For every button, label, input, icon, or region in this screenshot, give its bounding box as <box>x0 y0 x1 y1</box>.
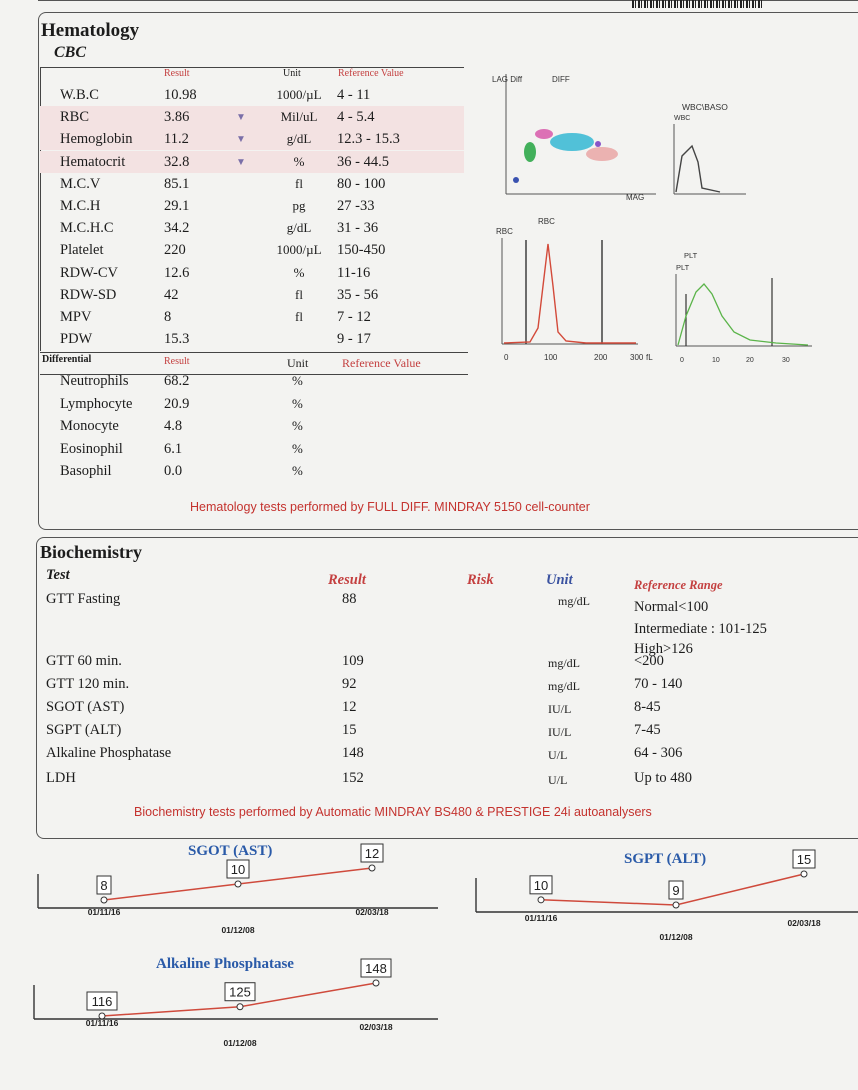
trend-point <box>801 871 807 877</box>
diff-label: DIFF <box>552 75 570 84</box>
cbc-reference: 80 - 100 <box>337 175 386 192</box>
cbc-unit: Mil/uL <box>280 109 318 125</box>
wbc-baso-label: WBC\BASO <box>682 102 728 112</box>
cbc-reference: 150-450 <box>337 242 386 259</box>
cbc-result: 12.6 <box>164 264 190 281</box>
cbc-test-name: Hemoglobin <box>60 131 133 148</box>
bio-header-unit: Unit <box>546 572 573 588</box>
cbc-test-name: RBC <box>60 109 90 126</box>
plt-title: PLT <box>684 251 698 260</box>
cbc-label: CBC <box>54 44 87 61</box>
plt-tick: 10 <box>712 357 720 364</box>
cbc-unit: g/dL <box>286 220 312 236</box>
rbc-fl-label: fL <box>646 353 653 362</box>
cbc-low-flag: ▼ <box>236 134 246 146</box>
bio-ref-normal: Normal<100 <box>634 599 709 615</box>
bio-header-risk: Risk <box>467 572 494 588</box>
diff-unit: % <box>292 418 303 433</box>
cbc-unit: % <box>293 153 305 169</box>
trend-point <box>101 897 107 903</box>
plt-tick: 30 <box>782 357 790 364</box>
diff-test-name: Neutrophils <box>60 373 129 389</box>
cbc-unit: fl <box>295 286 303 302</box>
plt-tick: 0 <box>680 357 684 364</box>
cbc-unit: fl <box>295 309 303 324</box>
cbc-reference: 27 -33 <box>337 198 375 214</box>
bio-unit: U/L <box>548 773 568 787</box>
cbc-reference: 4 - 5.4 <box>337 109 375 126</box>
bio-unit: U/L <box>548 748 568 762</box>
cbc-unit: 1000/µL <box>276 242 322 258</box>
cbc-reference: 31 - 36 <box>337 220 379 237</box>
cbc-test-name: Hematocrit <box>60 153 126 170</box>
bio-reference: 8-45 <box>634 699 661 715</box>
bio-unit: mg/dL <box>558 594 590 608</box>
trend-point <box>373 980 379 986</box>
bio-test-name: GTT 60 min. <box>46 653 122 669</box>
cbc-result: 10.98 <box>164 87 197 103</box>
trend-value-label: 9 <box>672 883 680 898</box>
bio-header-result: Result <box>328 572 366 588</box>
cbc-test-name: RDW-CV <box>60 264 118 281</box>
trend-point <box>235 881 241 887</box>
trend-value-label: 8 <box>100 878 108 893</box>
bio-result: 148 <box>342 745 364 761</box>
bio-test-name: GTT 120 min. <box>46 676 130 692</box>
diff-header-unit: Unit <box>287 356 309 370</box>
trend-value-label: 15 <box>796 852 812 867</box>
cbc-test-name: W.B.C <box>60 87 99 103</box>
diff-unit: % <box>292 440 303 456</box>
plt-tick: 20 <box>746 357 754 364</box>
cbc-test-name: M.C.V <box>60 175 101 192</box>
trend-value-label: 12 <box>364 846 380 861</box>
cbc-reference: 35 - 56 <box>337 286 379 303</box>
hematology-note: Hematology tests performed by FULL DIFF. MINDRAY 5150 cell-counter <box>190 500 590 514</box>
bio-ref-intermediate: Intermediate : 101-125 <box>634 621 767 637</box>
cbc-result: 11.2 <box>164 131 189 148</box>
trend-date-label: 01/11/16 <box>524 913 558 923</box>
trend-value-label: 10 <box>533 877 549 893</box>
cbc-unit: pg <box>292 198 306 213</box>
rbc-tick: 200 <box>594 353 608 362</box>
bio-result: 15 <box>342 722 357 738</box>
bio-header-ref: Reference Range <box>634 578 723 592</box>
plt-axis-label: PLT <box>676 263 690 272</box>
trend-point <box>538 897 544 903</box>
rbc-tick: 300 <box>630 353 644 362</box>
bio-test-name: Alkaline Phosphatase <box>46 745 172 761</box>
bio-header-test: Test <box>46 567 70 583</box>
cbc-unit: fl <box>295 175 303 191</box>
diff-test-name: Monocyte <box>60 418 119 434</box>
cbc-low-flag: ▼ <box>236 112 246 124</box>
diff-result: 4.8 <box>164 418 183 434</box>
trend-point <box>237 1004 243 1010</box>
diff-header-result: Result <box>164 356 190 367</box>
sgot-chart-title: SGOT (AST) <box>188 843 273 859</box>
cbc-reference: 7 - 12 <box>337 309 371 325</box>
cbc-reference: 12.3 - 15.3 <box>337 131 400 148</box>
trend-value-label: 125 <box>229 984 251 1000</box>
diff-test-name: Eosinophil <box>60 440 123 457</box>
bio-test-name: GTT Fasting <box>46 591 121 607</box>
bio-result: 152 <box>342 770 364 786</box>
cbc-reference: 36 - 44.5 <box>337 153 389 170</box>
bio-test-name: LDH <box>46 770 76 786</box>
bio-result: 88 <box>342 591 357 607</box>
diff-unit: % <box>292 395 303 411</box>
bio-reference: 70 - 140 <box>634 676 683 692</box>
trend-date-label: 01/11/16 <box>85 1018 119 1028</box>
bio-unit: mg/dL <box>548 679 580 693</box>
differential-label: Differential <box>42 354 92 365</box>
mag-label: MAG <box>626 193 645 202</box>
trend-date-label: 01/12/08 <box>223 1038 257 1048</box>
diff-unit: % <box>292 463 303 478</box>
bio-reference: <200 <box>634 653 664 669</box>
cbc-reference: 9 - 17 <box>337 331 371 348</box>
cbc-unit: g/dL <box>286 131 312 147</box>
diff-unit: % <box>292 373 303 388</box>
cbc-test-name: RDW-SD <box>60 286 117 303</box>
bio-reference: 7-45 <box>634 722 661 738</box>
cbc-result: 220 <box>164 242 186 259</box>
biochemistry-note: Biochemistry tests performed by Automatic MINDRAY BS480 & PRESTIGE 24i autoanalysers <box>134 805 652 819</box>
sgpt-chart-title: SGPT (ALT) <box>624 851 707 867</box>
lag-diff-label: LAG Diff <box>492 75 523 84</box>
cbc-result: 8 <box>164 309 172 325</box>
biochemistry-title: Biochemistry <box>40 542 142 562</box>
bio-reference: 64 - 306 <box>634 745 683 761</box>
cbc-header-result: Result <box>164 68 190 79</box>
trend-date-label: 01/12/08 <box>659 932 693 942</box>
cbc-result: 29.1 <box>164 198 190 214</box>
cbc-reference: 4 - 11 <box>337 87 371 103</box>
trend-value-label: 148 <box>365 961 387 976</box>
trend-date-label: 02/03/18 <box>787 918 821 928</box>
cbc-test-name: M.C.H.C <box>60 220 114 237</box>
cbc-header-unit: Unit <box>283 68 301 79</box>
bio-result: 92 <box>342 676 357 692</box>
trend-value-label: 10 <box>230 862 246 877</box>
trend-point <box>369 865 375 871</box>
trend-date-label: 01/12/08 <box>221 925 255 935</box>
bio-reference: Up to 480 <box>634 770 692 786</box>
cbc-header-ref: Reference Value <box>338 68 404 79</box>
bio-result: 109 <box>342 653 364 669</box>
trend-date-label: 02/03/18 <box>359 1022 393 1032</box>
cbc-unit: % <box>293 264 305 280</box>
cbc-result: 42 <box>164 286 179 303</box>
cbc-unit: 1000/µL <box>276 87 322 102</box>
cbc-low-flag: ▼ <box>236 156 246 168</box>
cbc-test-name: Platelet <box>60 242 104 259</box>
bio-unit: mg/dL <box>548 656 580 670</box>
bio-test-name: SGOT (AST) <box>46 699 125 715</box>
cbc-reference: 11-16 <box>337 264 371 281</box>
trend-date-label: 01/11/16 <box>87 907 121 917</box>
wbc-label: WBC <box>674 115 691 122</box>
diff-result: 0.0 <box>164 463 183 479</box>
rbc-axis-label: RBC <box>496 227 513 236</box>
alp-chart-title: Alkaline Phosphatase <box>156 956 294 972</box>
trend-point <box>673 902 679 908</box>
trend-date-label: 02/03/18 <box>355 907 389 917</box>
bio-test-name: SGPT (ALT) <box>46 722 122 738</box>
diff-header-ref: Reference Value <box>342 356 421 370</box>
bio-result: 12 <box>342 699 357 715</box>
trend-value-label: 116 <box>91 994 113 1009</box>
cbc-test-name: M.C.H <box>60 198 101 214</box>
bio-ref-high: High>126 <box>634 641 693 657</box>
diff-test-name: Lymphocyte <box>60 395 133 412</box>
cbc-test-name: PDW <box>60 331 93 348</box>
cbc-test-name: MPV <box>60 309 92 325</box>
cbc-result: 85.1 <box>164 175 190 192</box>
cbc-result: 15.3 <box>164 331 190 348</box>
diff-test-name: Basophil <box>60 463 112 479</box>
cbc-result: 32.8 <box>164 153 190 170</box>
bio-unit: IU/L <box>548 702 572 716</box>
rbc-tick: 0 <box>504 353 509 362</box>
diff-result: 68.2 <box>164 373 190 389</box>
rbc-title: RBC <box>538 217 555 226</box>
diff-result: 6.1 <box>164 440 183 457</box>
cbc-result: 34.2 <box>164 220 190 237</box>
rbc-tick: 100 <box>544 353 558 362</box>
hematology-title: Hematology <box>41 20 140 41</box>
diff-result: 20.9 <box>164 395 190 412</box>
cbc-result: 3.86 <box>164 109 190 126</box>
bio-unit: IU/L <box>548 725 572 739</box>
